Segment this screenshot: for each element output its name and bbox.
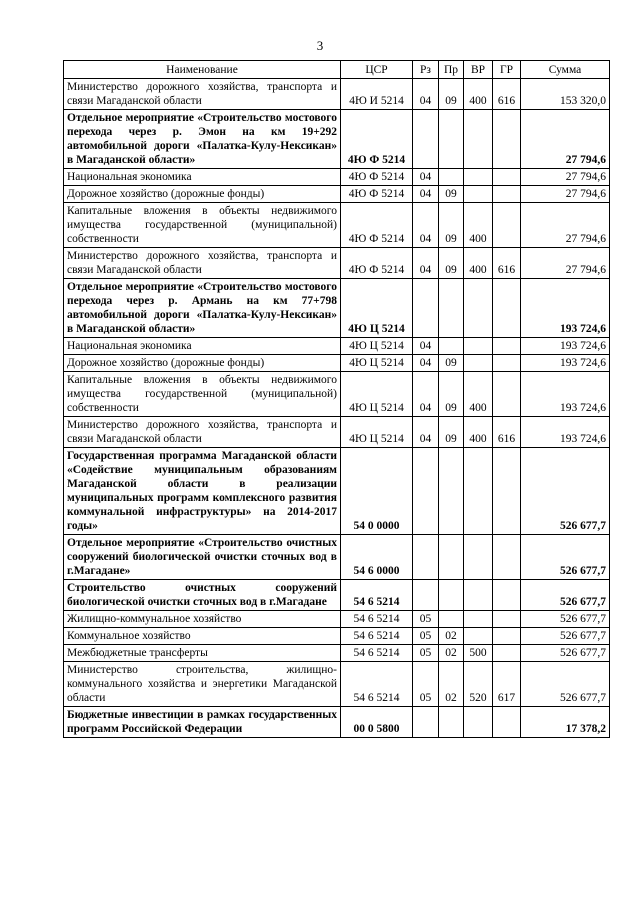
cell-rz: 05 (413, 628, 439, 645)
cell-vr (464, 448, 493, 535)
cell-rz: 04 (413, 186, 439, 203)
cell-name: Министерство дорожного хозяйства, транспорта и связи Магаданской области (64, 79, 341, 110)
cell-csr: 54 6 5214 (341, 645, 413, 662)
cell-vr (464, 169, 493, 186)
cell-vr (464, 628, 493, 645)
cell-rz: 04 (413, 79, 439, 110)
page-number: 3 (316, 38, 324, 53)
cell-pr (439, 580, 464, 611)
cell-csr: 4Ю Ц 5214 (341, 279, 413, 338)
cell-csr: 54 6 5214 (341, 580, 413, 611)
cell-sum: 27 794,6 (521, 169, 610, 186)
cell-pr (439, 338, 464, 355)
table-row (64, 417, 610, 448)
cell-rz (413, 279, 439, 338)
cell-pr (439, 707, 464, 738)
cell-name: Государственная программа Магаданской области «Содействие муниципальным образованиям Магаданской области в реализации муниципальных программ комплексного развития коммунальной инфраструктуры» на 2014-2017 годы» (64, 448, 341, 535)
cell-sum: 27 794,6 (521, 203, 610, 248)
cell-pr (439, 169, 464, 186)
cell-csr: 4Ю Ц 5214 (341, 355, 413, 372)
cell-gr (493, 645, 521, 662)
cell-name: Национальная экономика (64, 169, 341, 186)
cell-csr: 4Ю Ф 5214 (341, 169, 413, 186)
cell-csr: 00 0 5800 (341, 707, 413, 738)
cell-csr: 54 6 5214 (341, 628, 413, 645)
cell-sum: 526 677,7 (521, 628, 610, 645)
cell-name: Дорожное хозяйство (дорожные фонды) (64, 186, 341, 203)
table-row (64, 355, 610, 372)
cell-vr (464, 611, 493, 628)
cell-gr (493, 355, 521, 372)
cell-vr: 400 (464, 372, 493, 417)
cell-gr (493, 110, 521, 169)
cell-sum: 153 320,0 (521, 79, 610, 110)
cell-vr (464, 110, 493, 169)
cell-sum: 526 677,7 (521, 662, 610, 707)
cell-gr (493, 169, 521, 186)
cell-sum: 526 677,7 (521, 645, 610, 662)
cell-sum: 526 677,7 (521, 611, 610, 628)
cell-pr (439, 448, 464, 535)
cell-pr: 09 (439, 186, 464, 203)
table-row (64, 279, 610, 338)
table-row (64, 707, 610, 738)
table-body (64, 79, 610, 738)
cell-sum: 193 724,6 (521, 338, 610, 355)
cell-rz: 04 (413, 248, 439, 279)
cell-pr (439, 611, 464, 628)
cell-name: Отдельное мероприятие «Строительство мостового перехода через р. Армань на км 77+798 автомобильной дороги «Палатка-Кулу-Нексикан» в Магаданской области» (64, 279, 341, 338)
cell-rz: 04 (413, 355, 439, 372)
cell-csr: 4Ю Ц 5214 (341, 372, 413, 417)
cell-name: Отдельное мероприятие «Строительство очистных сооружений биологической очистки сточных вод в г.Магадане» (64, 535, 341, 580)
cell-pr (439, 279, 464, 338)
table-row (64, 372, 610, 417)
cell-sum: 526 677,7 (521, 448, 610, 535)
cell-sum: 193 724,6 (521, 417, 610, 448)
cell-gr (493, 186, 521, 203)
cell-sum: 526 677,7 (521, 580, 610, 611)
cell-rz: 05 (413, 662, 439, 707)
cell-pr: 09 (439, 372, 464, 417)
table-row (64, 535, 610, 580)
cell-sum: 17 378,2 (521, 707, 610, 738)
table-row (64, 628, 610, 645)
cell-vr: 400 (464, 417, 493, 448)
cell-pr: 02 (439, 628, 464, 645)
cell-name: Министерство дорожного хозяйства, транспорта и связи Магаданской области (64, 417, 341, 448)
cell-pr: 09 (439, 248, 464, 279)
cell-pr: 02 (439, 662, 464, 707)
cell-vr (464, 338, 493, 355)
cell-gr (493, 203, 521, 248)
cell-rz (413, 580, 439, 611)
cell-gr (493, 628, 521, 645)
cell-gr (493, 448, 521, 535)
cell-csr: 54 6 0000 (341, 535, 413, 580)
cell-pr (439, 110, 464, 169)
cell-name: Межбюджетные трансферты (64, 645, 341, 662)
cell-csr: 54 0 0000 (341, 448, 413, 535)
cell-vr: 400 (464, 79, 493, 110)
cell-gr (493, 372, 521, 417)
cell-csr: 54 6 5214 (341, 662, 413, 707)
cell-csr: 4Ю Ц 5214 (341, 338, 413, 355)
cell-gr (493, 707, 521, 738)
cell-name: Министерство дорожного хозяйства, транспорта и связи Магаданской области (64, 248, 341, 279)
cell-name: Жилищно-коммунальное хозяйство (64, 611, 341, 628)
table-row (64, 338, 610, 355)
cell-name: Отдельное мероприятие «Строительство мостового перехода через р. Эмон на км 19+292 автомобильной дороги «Палатка-Кулу-Нексикан» в Магаданской области» (64, 110, 341, 169)
header-name: Наименование (64, 61, 341, 79)
cell-gr (493, 580, 521, 611)
cell-pr: 09 (439, 203, 464, 248)
table-row (64, 248, 610, 279)
cell-csr: 4Ю И 5214 (341, 79, 413, 110)
cell-name: Министерство строительства, жилищно-коммунального хозяйства и энергетики Магаданской области (64, 662, 341, 707)
cell-name: Капитальные вложения в объекты недвижимого имущества государственной (муниципальной) собственности (64, 203, 341, 248)
header-gr: ГР (493, 61, 521, 79)
cell-vr (464, 186, 493, 203)
cell-sum: 27 794,6 (521, 248, 610, 279)
cell-rz: 04 (413, 338, 439, 355)
cell-sum: 193 724,6 (521, 355, 610, 372)
cell-rz: 04 (413, 417, 439, 448)
cell-sum: 27 794,6 (521, 186, 610, 203)
cell-pr: 02 (439, 645, 464, 662)
table-row (64, 611, 610, 628)
cell-gr: 616 (493, 417, 521, 448)
cell-vr (464, 707, 493, 738)
cell-pr: 09 (439, 355, 464, 372)
table-row (64, 79, 610, 110)
table-row (64, 662, 610, 707)
cell-vr: 400 (464, 203, 493, 248)
cell-gr: 616 (493, 248, 521, 279)
cell-vr (464, 355, 493, 372)
table-row (64, 203, 610, 248)
table-row (64, 448, 610, 535)
cell-csr: 4Ю Ф 5214 (341, 186, 413, 203)
cell-csr: 4Ю Ф 5214 (341, 110, 413, 169)
cell-rz (413, 535, 439, 580)
header-row (64, 61, 610, 79)
cell-gr: 617 (493, 662, 521, 707)
header-sum: Сумма (521, 61, 610, 79)
cell-csr: 4Ю Ф 5214 (341, 203, 413, 248)
cell-name: Дорожное хозяйство (дорожные фонды) (64, 355, 341, 372)
cell-csr: 54 6 5214 (341, 611, 413, 628)
cell-sum: 193 724,6 (521, 279, 610, 338)
cell-rz (413, 110, 439, 169)
cell-rz (413, 707, 439, 738)
cell-rz: 04 (413, 372, 439, 417)
cell-pr: 09 (439, 417, 464, 448)
budget-table (63, 60, 610, 738)
table-header (64, 61, 610, 79)
cell-pr: 09 (439, 79, 464, 110)
table-row (64, 580, 610, 611)
cell-vr (464, 535, 493, 580)
cell-rz: 05 (413, 611, 439, 628)
table-row (64, 169, 610, 186)
cell-rz: 04 (413, 169, 439, 186)
cell-vr: 400 (464, 248, 493, 279)
cell-gr (493, 611, 521, 628)
cell-name: Коммунальное хозяйство (64, 628, 341, 645)
cell-sum: 27 794,6 (521, 110, 610, 169)
cell-csr: 4Ю Ф 5214 (341, 248, 413, 279)
cell-name: Национальная экономика (64, 338, 341, 355)
cell-name: Капитальные вложения в объекты недвижимого имущества государственной (муниципальной) собственности (64, 372, 341, 417)
table-row (64, 110, 610, 169)
cell-rz: 04 (413, 203, 439, 248)
cell-name: Бюджетные инвестиции в рамках государственных программ Российской Федерации (64, 707, 341, 738)
table-row (64, 186, 610, 203)
cell-pr (439, 535, 464, 580)
cell-vr: 500 (464, 645, 493, 662)
cell-sum: 526 677,7 (521, 535, 610, 580)
cell-vr: 520 (464, 662, 493, 707)
cell-gr (493, 338, 521, 355)
header-vr: ВР (464, 61, 493, 79)
cell-rz: 05 (413, 645, 439, 662)
header-rz: Рз (413, 61, 439, 79)
cell-gr (493, 279, 521, 338)
cell-gr (493, 535, 521, 580)
cell-rz (413, 448, 439, 535)
cell-csr: 4Ю Ц 5214 (341, 417, 413, 448)
cell-name: Строительство очистных сооружений биологической очистки сточных вод в г.Магадане (64, 580, 341, 611)
cell-vr (464, 580, 493, 611)
header-csr: ЦСР (341, 61, 413, 79)
cell-sum: 193 724,6 (521, 372, 610, 417)
cell-gr: 616 (493, 79, 521, 110)
cell-vr (464, 279, 493, 338)
header-pr: Пр (439, 61, 464, 79)
table-row (64, 645, 610, 662)
